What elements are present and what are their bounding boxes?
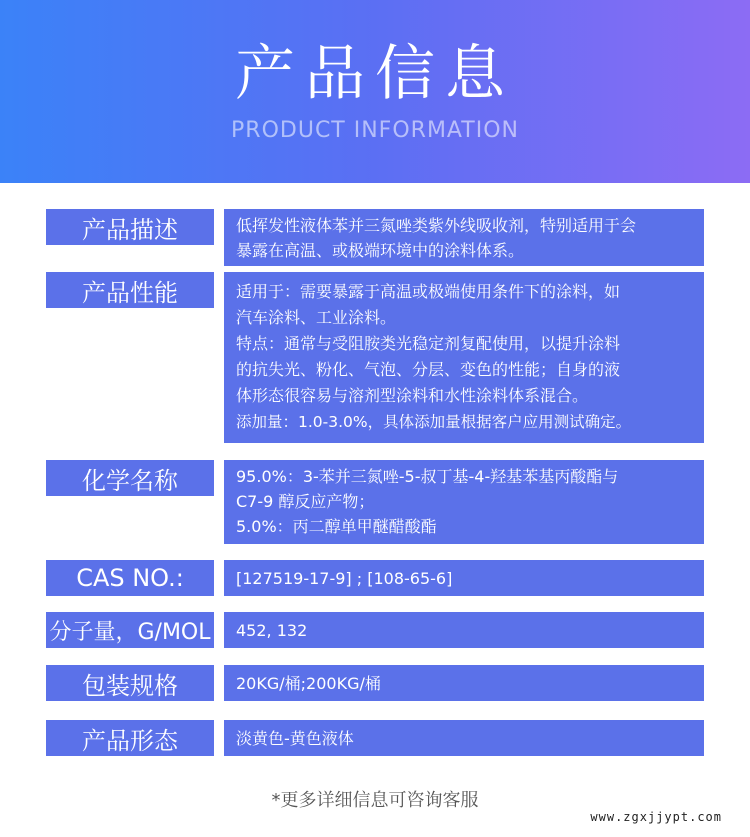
value-line: 淡黄色-黄色液体 <box>236 728 354 748</box>
label-product-form: 产品形态 <box>46 720 214 756</box>
value-line: 特点：通常与受阻胺类光稳定剂复配使用，以提升涂料 <box>236 334 621 353</box>
value-line: 适用于：需要暴露于高温或极端使用条件下的涂料，如 <box>236 282 621 301</box>
value-product-description <box>224 209 704 266</box>
label-chemical-name: 化学名称 <box>46 460 214 496</box>
value-line: C7-9 醇反应产物； <box>236 492 375 511</box>
label-product-description: 产品描述 <box>46 209 214 245</box>
value-line: 20KG/桶;200KG/桶 <box>236 673 381 693</box>
value-cas-no <box>224 560 704 596</box>
value-line: 5.0%：丙二醇单甲醚醋酸酯 <box>236 517 437 536</box>
value-molecular-weight <box>224 612 704 648</box>
page-subtitle: PRODUCT INFORMATION <box>231 118 519 143</box>
label-packaging: 包装规格 <box>46 665 214 701</box>
value-line: 暴露在高温、或极端环境中的涂料体系。 <box>236 241 525 260</box>
value-line: 低挥发性液体苯并三氮唑类紫外线吸收剂，特别适用于会 <box>236 216 637 235</box>
value-line: 体形态很容易与溶剂型涂料和水性涂料体系混合。 <box>236 386 589 405</box>
value-line: 汽车涂料、工业涂料。 <box>236 308 397 327</box>
watermark: www.zgxjjypt.com <box>590 810 722 824</box>
value-line: 的抗失光、粉化、气泡、分层、变色的性能；自身的液 <box>236 360 621 379</box>
value-line: 95.0%：3-苯并三氮唑-5-叔丁基-4-羟基苯基丙酸酯与 <box>236 467 619 486</box>
footer-note: *更多详细信息可咨询客服 <box>271 790 479 811</box>
header-banner <box>0 0 750 183</box>
value-line: 添加量：1.0-3.0%，具体添加量根据客户应用测试确定。 <box>236 413 632 431</box>
value-chemical-name <box>224 460 704 544</box>
value-product-form <box>224 720 704 756</box>
value-line: 452, 132 <box>236 620 308 640</box>
value-product-performance <box>224 272 704 443</box>
label-cas-no: CAS NO.: <box>46 560 214 596</box>
value-packaging <box>224 665 704 701</box>
value-line: [127519-17-9] ; [108-65-6] <box>236 568 453 588</box>
label-molecular-weight: 分子量，G/MOL <box>46 612 214 648</box>
page-title: 产品信息 <box>235 39 515 109</box>
label-product-performance: 产品性能 <box>46 272 214 308</box>
